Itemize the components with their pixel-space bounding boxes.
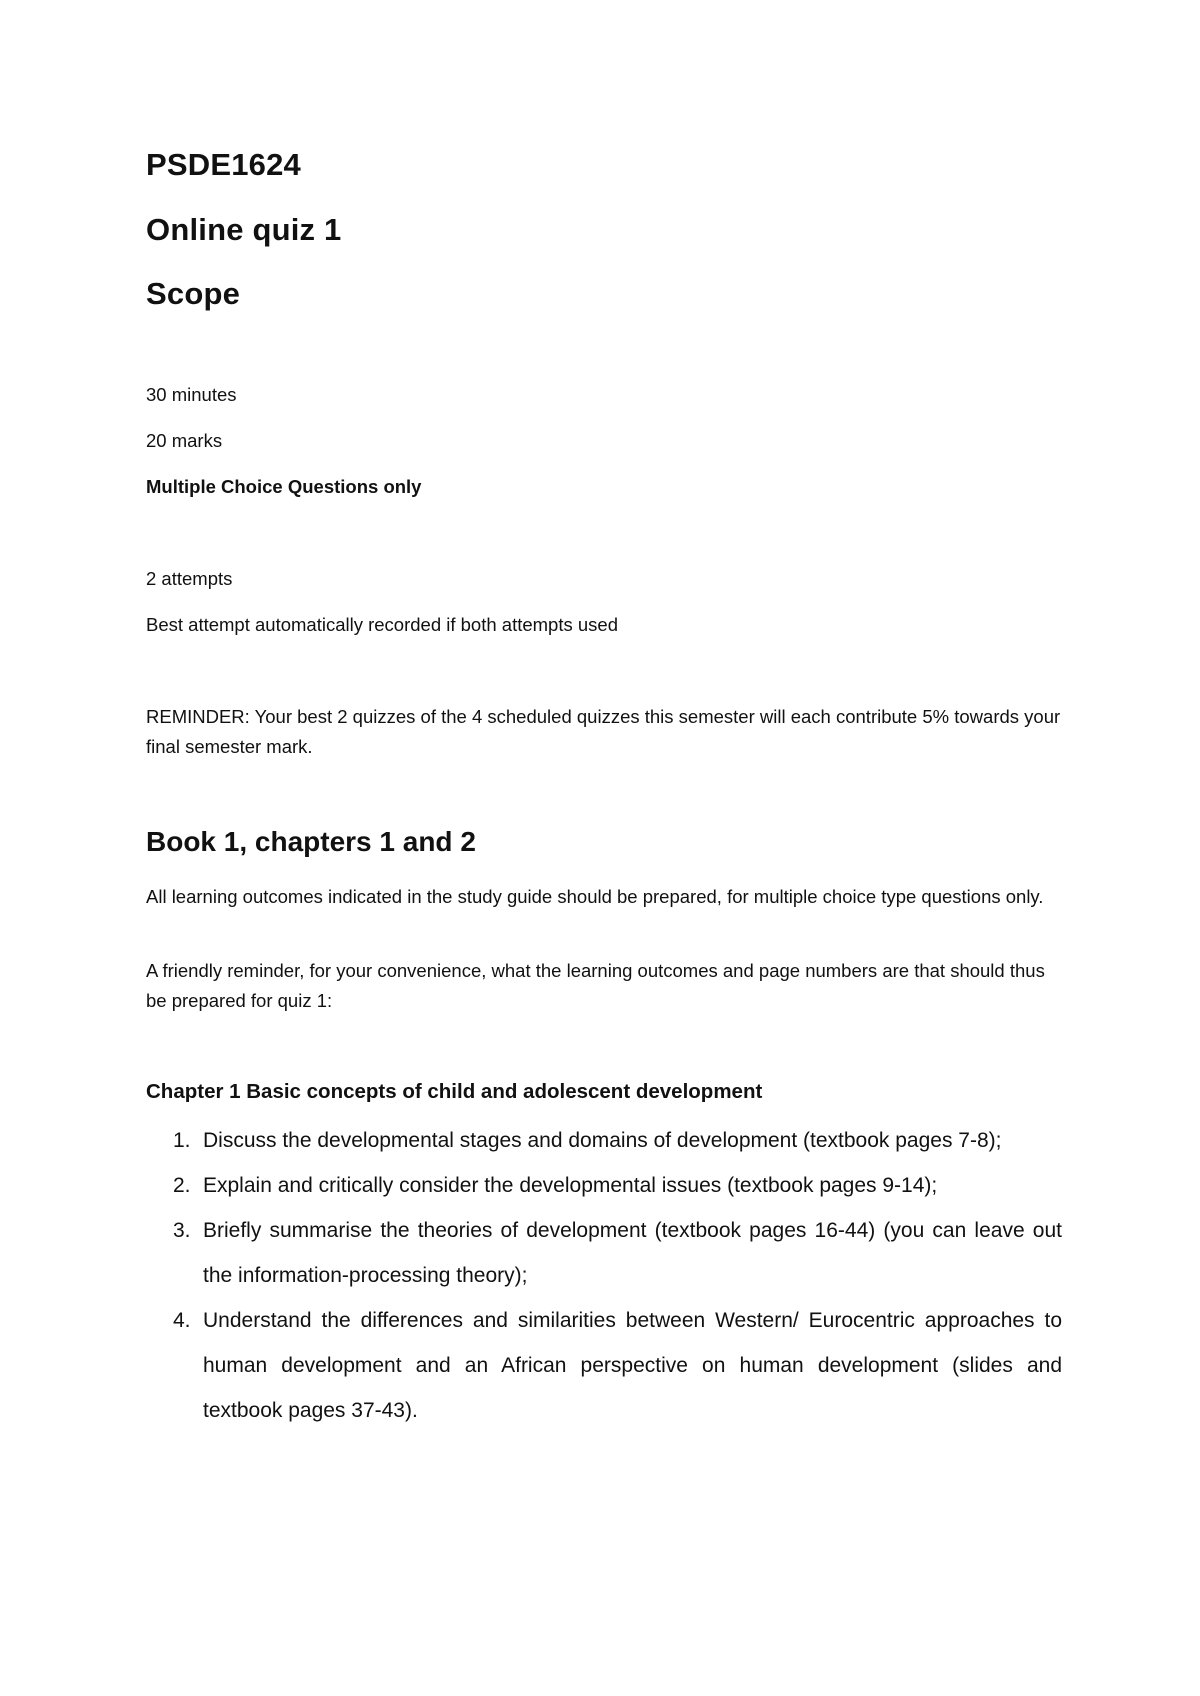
section-intro-2: A friendly reminder, for your convenience, what the learning outcomes and page numbers are that should thus be prepared for quiz 1: [146, 960, 1045, 1011]
list-item [146, 1163, 1062, 1208]
list-item-number: 1. [173, 1129, 191, 1152]
reminder-note: REMINDER: Your best 2 quizzes of the 4 scheduled quizzes this semester will each contribute 5% towards your final semester mark. [146, 706, 1061, 757]
learning-outcomes-list [146, 1118, 1062, 1433]
list-item-text: Explain and critically consider the developmental issues (textbook pages 9-14); [203, 1174, 938, 1197]
scope-heading: Scope [146, 276, 241, 311]
list-item-number: 4. [173, 1309, 191, 1332]
section-title: Book 1, chapters 1 and 2 [146, 826, 476, 857]
list-item-text: Briefly summarise the theories of development (textbook pages 16-44) (you can leave out the information-processing theory); [203, 1219, 1062, 1287]
list-item-number: 2. [173, 1174, 191, 1197]
quiz-marks: 20 marks [146, 430, 223, 451]
list-item [146, 1208, 1062, 1298]
list-item [146, 1298, 1062, 1433]
quiz-title: Online quiz 1 [146, 212, 342, 247]
course-code: PSDE1624 [146, 147, 301, 182]
chapter-title: Chapter 1 Basic concepts of child and adolescent development [146, 1080, 763, 1103]
list-item-text: Understand the differences and similarities between Western/ Eurocentric approaches to human development and an African perspective on human development (slides and textbook pages 37-43). [203, 1309, 1062, 1422]
quiz-duration: 30 minutes [146, 384, 237, 405]
list-item-text: Discuss the developmental stages and domains of development (textbook pages 7-8); [203, 1129, 1002, 1152]
question-type: Multiple Choice Questions only [146, 476, 422, 497]
list-item-number: 3. [173, 1219, 191, 1242]
attempts-count: 2 attempts [146, 568, 233, 589]
list-item [146, 1118, 1062, 1163]
section-intro-1: All learning outcomes indicated in the study guide should be prepared, for multiple choice type questions only. [146, 886, 1044, 907]
attempt-policy: Best attempt automatically recorded if both attempts used [146, 614, 618, 635]
